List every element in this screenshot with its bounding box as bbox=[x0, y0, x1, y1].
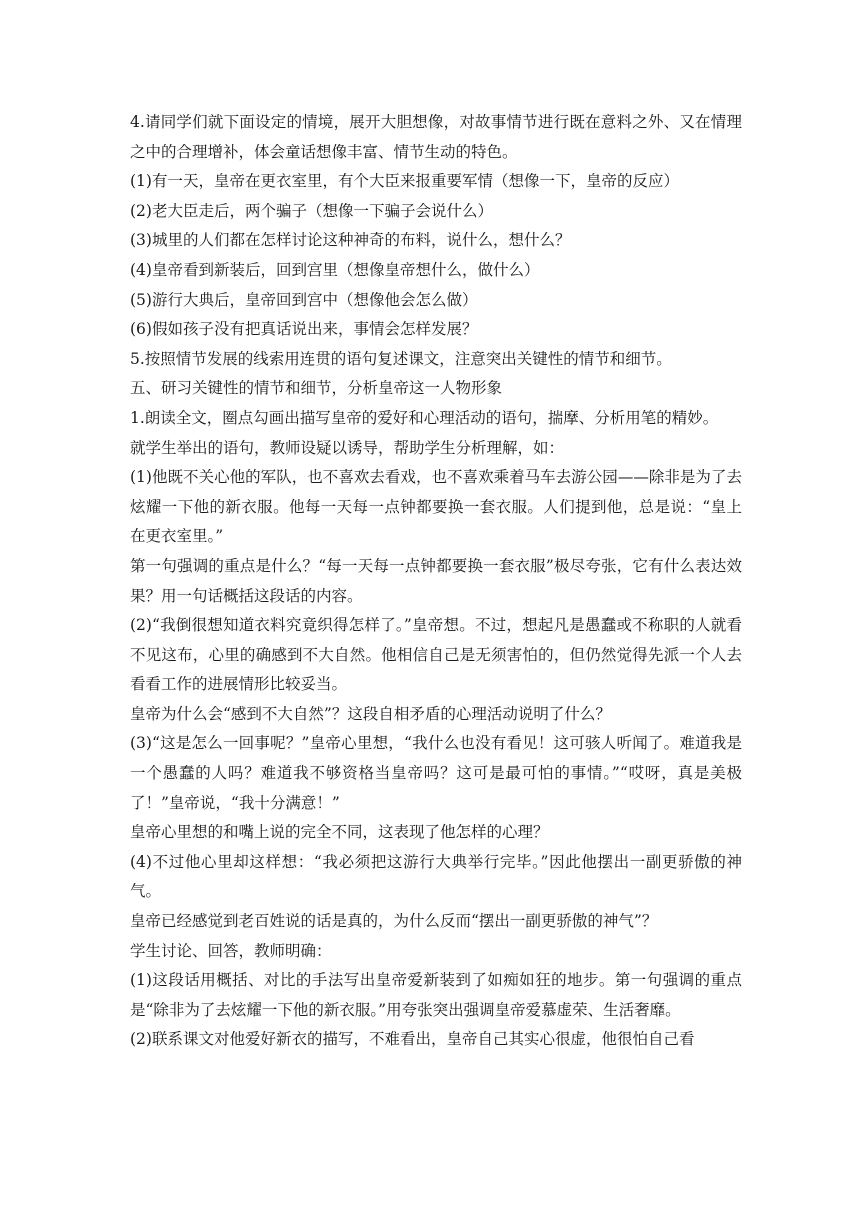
paragraph: 1.朗读全文，圈点勾画出描写皇帝的爱好和心理活动的语句，揣摩、分析用笔的精妙。 bbox=[130, 408, 719, 427]
paragraph: (2)联系课文对他爱好新衣的描写，不难看出，皇帝自己其实心很虚，他很怕自己看 bbox=[130, 1030, 695, 1049]
section-heading: 五、研习关键性的情节和细节，分析皇帝这一人物形象 bbox=[130, 379, 503, 398]
paragraph: (2)“我倒很想知道衣料究竟织得怎样了。”皇帝想。不过，想起凡是愚蠢或不称职的人就看不见这布，心里的确感到不大自然。他相信自己是无须害怕的，但仍然觉得先派一个人去看看工作的进展情形比较妥当。 bbox=[130, 616, 742, 694]
paragraph: 就学生举出的语句，教师设疑以诱导，帮助学生分析理解，如： bbox=[130, 438, 565, 457]
paragraph: 皇帝为什么会“感到不大自然”？这段自相矛盾的心理活动说明了什么？ bbox=[130, 704, 611, 723]
paragraph: (5)游行大典后，皇帝回到宫中（想像他会怎么做） bbox=[130, 290, 478, 309]
paragraph: 4.请同学们就下面设定的情境，展开大胆想像，对故事情节进行既在意料之外、又在情理之中的合理增补，体会童话想像丰富、情节生动的特色。 bbox=[130, 113, 742, 161]
paragraph: (4)皇帝看到新装后，回到宫里（想像皇帝想什么，做什么） bbox=[130, 260, 540, 279]
paragraph: (1)有一天，皇帝在更衣室里，有个大臣来报重要军情（想像一下，皇帝的反应） bbox=[130, 172, 679, 191]
paragraph: 5.按照情节发展的线索用连贯的语句复述课文，注意突出关键性的情节和细节。 bbox=[130, 349, 672, 368]
paragraph: (6)假如孩子没有把真话说出来，事情会怎样发展？ bbox=[130, 320, 478, 339]
paragraph: 皇帝已经感觉到老百姓说的话是真的，为什么反而“摆出一副更骄傲的神气”？ bbox=[130, 912, 658, 931]
paragraph: (3)城里的人们都在怎样讨论这种神奇的布料，说什么，想什么？ bbox=[130, 231, 571, 250]
paragraph: (2)老大臣走后，两个骗子（想像一下骗子会说什么） bbox=[130, 201, 493, 220]
paragraph: 第一句强调的重点是什么？“每一天每一点钟都要换一套衣服”极尽夸张，它有什么表达效果？用一句话概括这段话的内容。 bbox=[130, 556, 742, 605]
paragraph: 皇帝心里想的和嘴上说的完全不同，这表现了他怎样的心理？ bbox=[130, 823, 549, 842]
paragraph: (3)“这是怎么一回事呢？”皇帝心里想，“我什么也没有看见！这可骇人听闻了。难道我是一个愚蠢的人吗？难道我不够资格当皇帝吗？这可是最可怕的事情。”“哎呀，真是美极了！”皇帝说，“我十分满意！” bbox=[130, 734, 742, 812]
paragraph: (4)不过他心里却这样想：“我必须把这游行大典举行完毕。”因此他摆出一副更骄傲的神气。 bbox=[130, 852, 742, 901]
paragraph: (1)这段话用概括、对比的手法写出皇帝爱新装到了如痴如狂的地步。第一句强调的重点是“除非为了去炫耀一下他的新衣服。”用夸张突出强调皇帝爱慕虚荣、生活奢靡。 bbox=[130, 971, 742, 1019]
paragraph: (1)他既不关心他的军队，也不喜欢去看戏，也不喜欢乘着马车去游公园——除非是为了去炫耀一下他的新衣服。他每一天每一点钟都要换一套衣服。人们提到他，总是说：“皇上在更衣室里。” bbox=[130, 468, 742, 546]
document-body bbox=[130, 108, 742, 1055]
paragraph: 学生讨论、回答，教师明确： bbox=[130, 941, 332, 960]
